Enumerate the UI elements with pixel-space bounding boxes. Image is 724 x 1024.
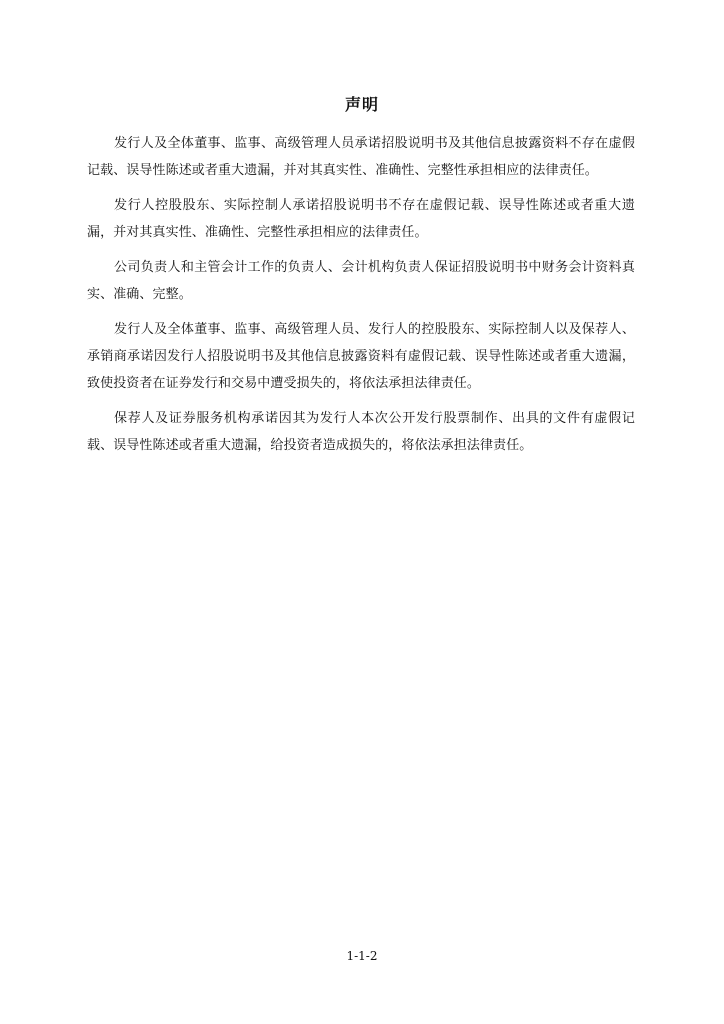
statement-paragraph-2: 发行人控股股东、实际控制人承诺招股说明书不存在虚假记载、误导性陈述或者重大遗漏，并对其真实性、准确性、完整性承担相应的法律责任。	[87, 198, 635, 240]
statement-paragraph-3: 公司负责人和主管会计工作的负责人、会计机构负责人保证招股说明书中财务会计资料真实、准确、完整。	[87, 260, 635, 302]
statement-paragraph-1: 发行人及全体董事、监事、高级管理人员承诺招股说明书及其他信息披露资料不存在虚假记载、误导性陈述或者重大遗漏，并对其真实性、准确性、完整性承担相应的法律责任。	[87, 136, 635, 178]
page-number: 1-1-2	[346, 949, 378, 963]
page-title: 声明	[344, 95, 379, 114]
statement-paragraph-5: 保荐人及证券服务机构承诺因其为发行人本次公开发行股票制作、出具的文件有虚假记载、误导性陈述或者重大遗漏，给投资者造成损失的，将依法承担法律责任。	[87, 411, 635, 453]
statement-body	[87, 130, 635, 467]
statement-paragraph-4: 发行人及全体董事、监事、高级管理人员、发行人的控股股东、实际控制人以及保荐人、承销商承诺因发行人招股说明书及其他信息披露资料有虚假记载、误导性陈述或者重大遗漏，致使投资者在证券发行和交易中遭受损失的，将依法承担法律责任。	[87, 322, 635, 391]
